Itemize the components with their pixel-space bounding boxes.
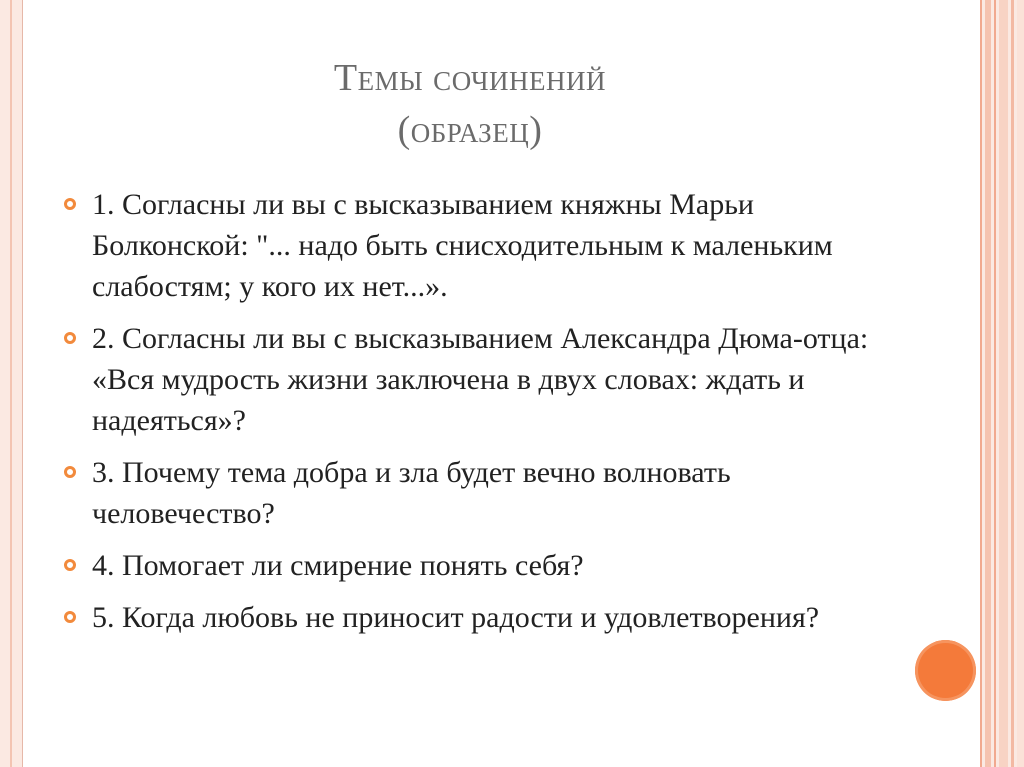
topics-list (64, 184, 884, 649)
right-stripe (1017, 0, 1024, 767)
ring-bullet-icon (64, 466, 76, 478)
right-stripe (1011, 0, 1014, 767)
slide-title-line-2: (образец) (397, 109, 543, 151)
ring-bullet-icon (64, 198, 76, 210)
list-item (64, 318, 884, 441)
list-item-text: 5. Когда любовь не приносит радости и удовлетворения? (92, 601, 820, 634)
ring-bullet-icon (64, 559, 76, 571)
left-border-line (10, 0, 12, 767)
list-item-text: 3. Почему тема добра и зла будет вечно волновать человечество? (92, 456, 731, 530)
slide-title (200, 52, 740, 156)
list-item (64, 597, 884, 638)
ring-bullet-icon (64, 332, 76, 344)
ring-bullet-icon (64, 611, 76, 623)
list-item-text: 2. Согласны ли вы с высказыванием Александра Дюма-отца: «Вся мудрость жизни заключена в двух словах: ждать и надеяться»? (92, 322, 869, 437)
list-item (64, 184, 884, 307)
right-stripe (985, 0, 991, 767)
list-item-text: 4. Помогает ли смирение понять себя? (92, 549, 584, 582)
right-stripe (980, 0, 982, 767)
right-stripe (994, 0, 996, 767)
slide-title-line-1: Темы сочинений (333, 57, 607, 99)
list-item (64, 545, 884, 586)
list-item (64, 452, 884, 534)
list-item-text: 1. Согласны ли вы с высказыванием княжны Марьи Болконской: "... надо быть снисходительным к маленьким слабостям; у кого их нет...». (92, 188, 833, 303)
orange-circle-icon (915, 640, 976, 701)
right-stripe (999, 0, 1008, 767)
